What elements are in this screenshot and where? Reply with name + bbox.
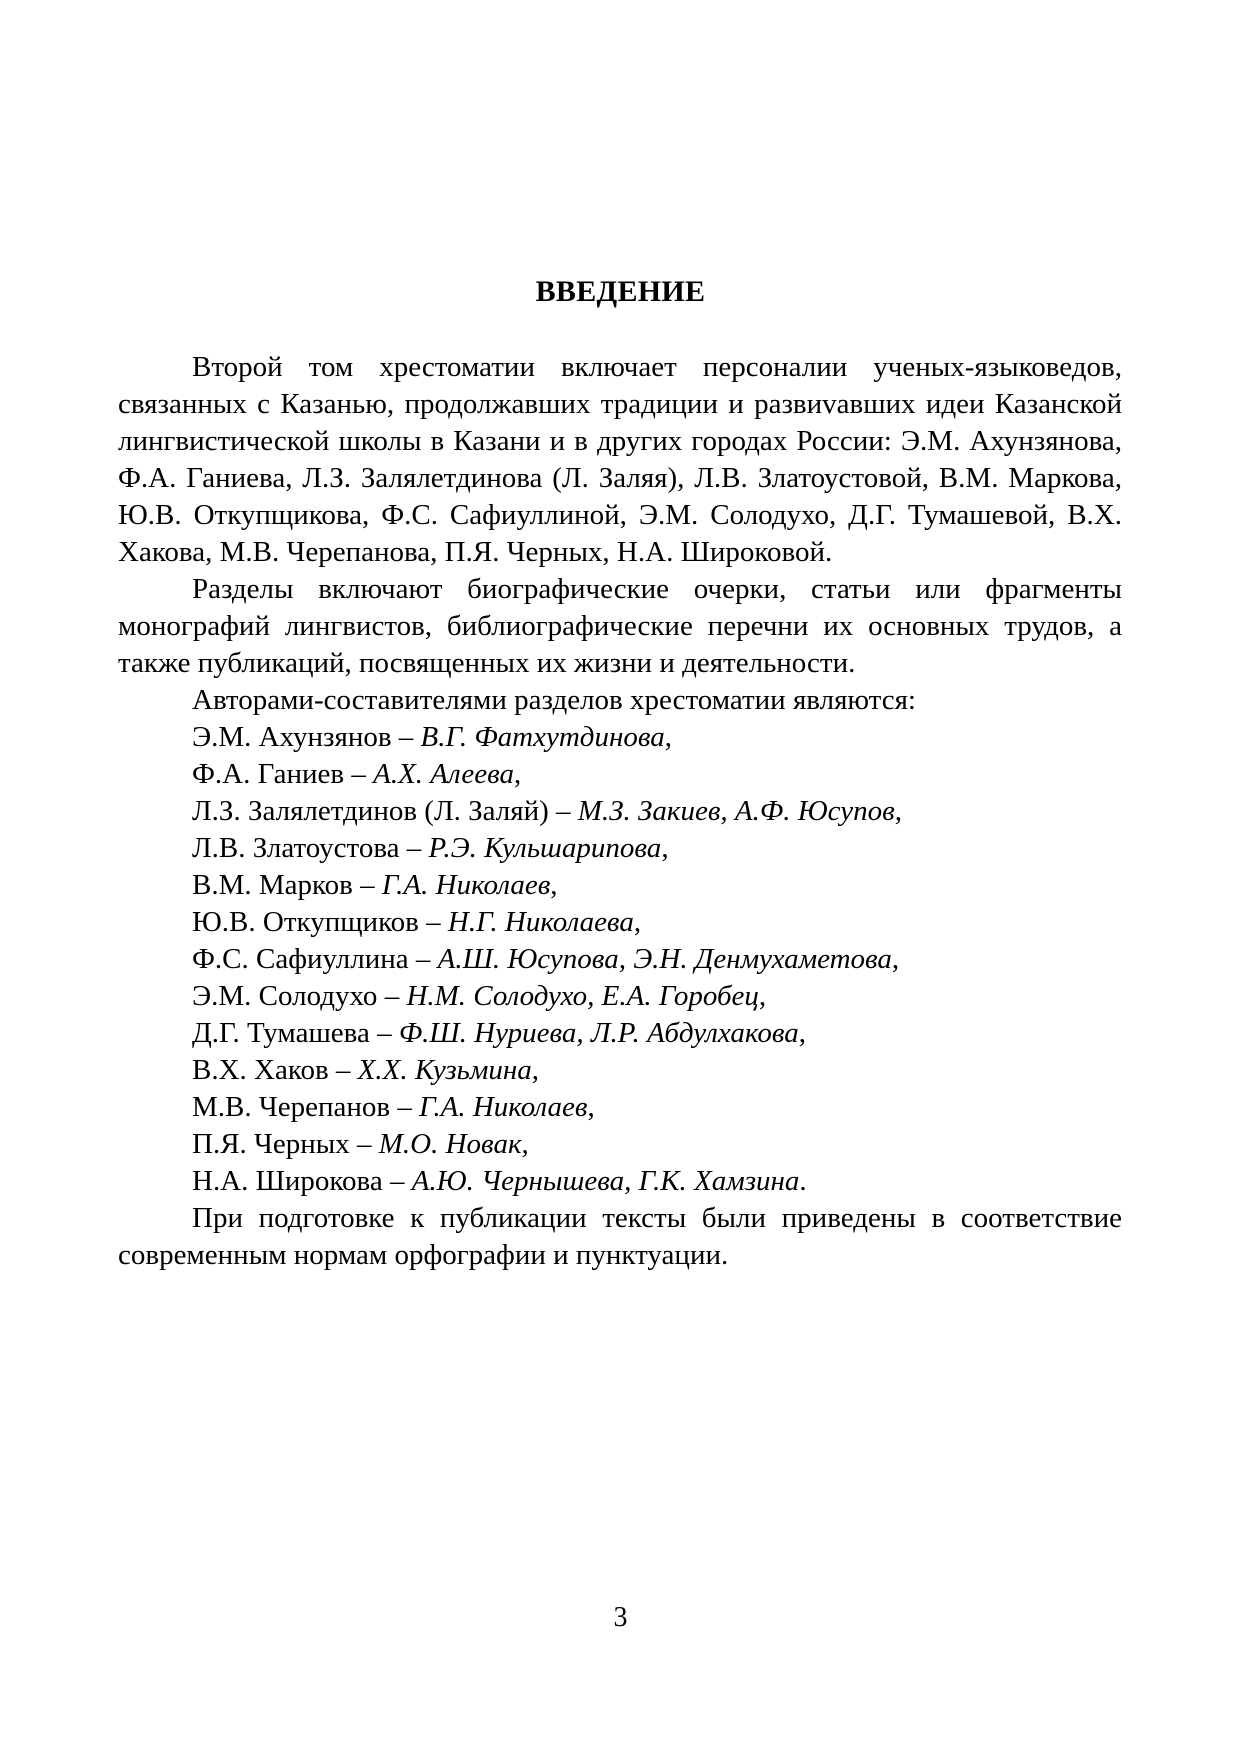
compilers-names: Г.А. Николаев: [381, 869, 551, 901]
list-punct: ,: [798, 1017, 807, 1049]
dash: –: [408, 943, 438, 975]
page-title: ВВЕДЕНИЕ: [535, 275, 706, 308]
person-name: Н.А. Широкова: [192, 1165, 383, 1197]
list-punct: ,: [661, 832, 669, 864]
list-punct: ,: [894, 795, 903, 827]
list-item: [118, 1163, 1122, 1200]
intro-paragraph-1: Второй том хрестоматии включает персоналии ученых-языковедов, связанных с Казанью, продолжавших традиции и развиvавших идеи Казанской лингвистической школы в Казани и в других городах России: Э.М. Ахунзянова, Ф.А. Ганиева, Л.З. Залялетдинова (Л. Заляя), Л.В. Златоустовой, В.М. Маркова, Ю.В. Откупщикова, Ф.С. Сафиуллиной, Э.М. Солодухо, Д.Г. Тумашевой, В.Х. Хакова, М.В. Черепанова, П.Я. Черных, Н.А. Широковой.: [118, 351, 1122, 568]
page-number: 3: [613, 1602, 628, 1633]
intro-paragraph-3: Авторами-составителями разделов хрестоматии являются:: [192, 684, 916, 716]
compilers-names: А.Х. Алеева: [373, 758, 515, 790]
list-item: [118, 756, 1122, 793]
person-name: Ф.А. Ганиев: [192, 758, 345, 790]
compilers-names: Ф.Ш. Нуриева, Л.Р. Абдулхакова: [398, 1017, 799, 1049]
list-punct: ,: [664, 721, 672, 753]
compilers-names: Н.Г. Николаева: [447, 906, 634, 938]
compilers-names: А.Ш. Юсупова, Э.Н. Денмухаметова: [437, 943, 892, 975]
person-name: В.Х. Хаков: [192, 1054, 329, 1086]
dash: –: [399, 832, 429, 864]
list-item: [118, 719, 1122, 756]
closing-paragraph: При подготовке к публикации тексты были приведены в соответствие современным нормам орфографии и пунктуации.: [118, 1202, 1122, 1271]
person-name: Л.З. Залялетдинов (Л. Заляй): [192, 795, 549, 827]
list-item: [118, 867, 1122, 904]
list-item: [118, 1052, 1122, 1089]
list-item: [118, 978, 1122, 1015]
list-punct: ,: [633, 906, 642, 938]
compilers-names: А.Ю. Чернышева, Г.К. Хамзина: [411, 1165, 800, 1197]
list-punct: ,: [514, 758, 522, 790]
compilers-names: В.Г. Фатхутдинова: [420, 721, 665, 753]
list-punct: ,: [531, 1054, 540, 1086]
dash: –: [352, 869, 382, 901]
list-item: [118, 1015, 1122, 1052]
compilers-list: [118, 719, 1122, 1200]
dash: –: [548, 795, 578, 827]
compilers-names: М.З. Закиев, А.Ф. Юсупов: [577, 795, 895, 827]
compilers-names: Р.Э. Кульшарипова: [428, 832, 662, 864]
list-item: [118, 1089, 1122, 1126]
list-punct: ,: [521, 1128, 529, 1160]
intro-paragraph-2: Разделы включают биографические очерки, статьи или фрагменты монографий лингвистов, библиографические перечни их основных трудов, а также публикаций, посвященных их жизни и деятельности.: [118, 573, 1122, 679]
compilers-names: Х.Х. Кузьмина: [357, 1054, 532, 1086]
list-punct: ,: [550, 869, 558, 901]
person-name: П.Я. Черных: [192, 1128, 350, 1160]
person-name: Ю.В. Откупщиков: [192, 906, 419, 938]
dash: –: [349, 1128, 379, 1160]
dash: –: [390, 1091, 420, 1123]
dash: –: [328, 1054, 358, 1086]
list-item: [118, 793, 1122, 830]
list-item: [118, 830, 1122, 867]
list-item: [118, 904, 1122, 941]
dash: –: [377, 980, 407, 1012]
dash: –: [391, 721, 421, 753]
person-name: В.М. Марков: [192, 869, 353, 901]
person-name: Э.М. Ахунзянов: [192, 721, 392, 753]
compilers-names: М.О. Новак: [378, 1128, 522, 1160]
list-punct: ,: [758, 980, 767, 1012]
person-name: Д.Г. Тумашева: [192, 1017, 370, 1049]
document-body: [118, 349, 1122, 1274]
dash: –: [418, 906, 448, 938]
list-item: [118, 1126, 1122, 1163]
list-punct: .: [799, 1165, 807, 1197]
person-name: М.В. Черепанов: [192, 1091, 391, 1123]
person-name: Э.М. Солодухо: [192, 980, 378, 1012]
dash: –: [344, 758, 374, 790]
list-punct: ,: [891, 943, 900, 975]
list-item: [118, 941, 1122, 978]
dash: –: [382, 1165, 412, 1197]
list-punct: ,: [587, 1091, 595, 1123]
compilers-names: Г.А. Николаев: [419, 1091, 588, 1123]
person-name: Л.В. Златоустова: [192, 832, 400, 864]
compilers-names: Н.М. Солодухо, Е.А. Горобец: [406, 980, 759, 1012]
dash: –: [369, 1017, 399, 1049]
person-name: Ф.С. Сафиуллина: [192, 943, 409, 975]
